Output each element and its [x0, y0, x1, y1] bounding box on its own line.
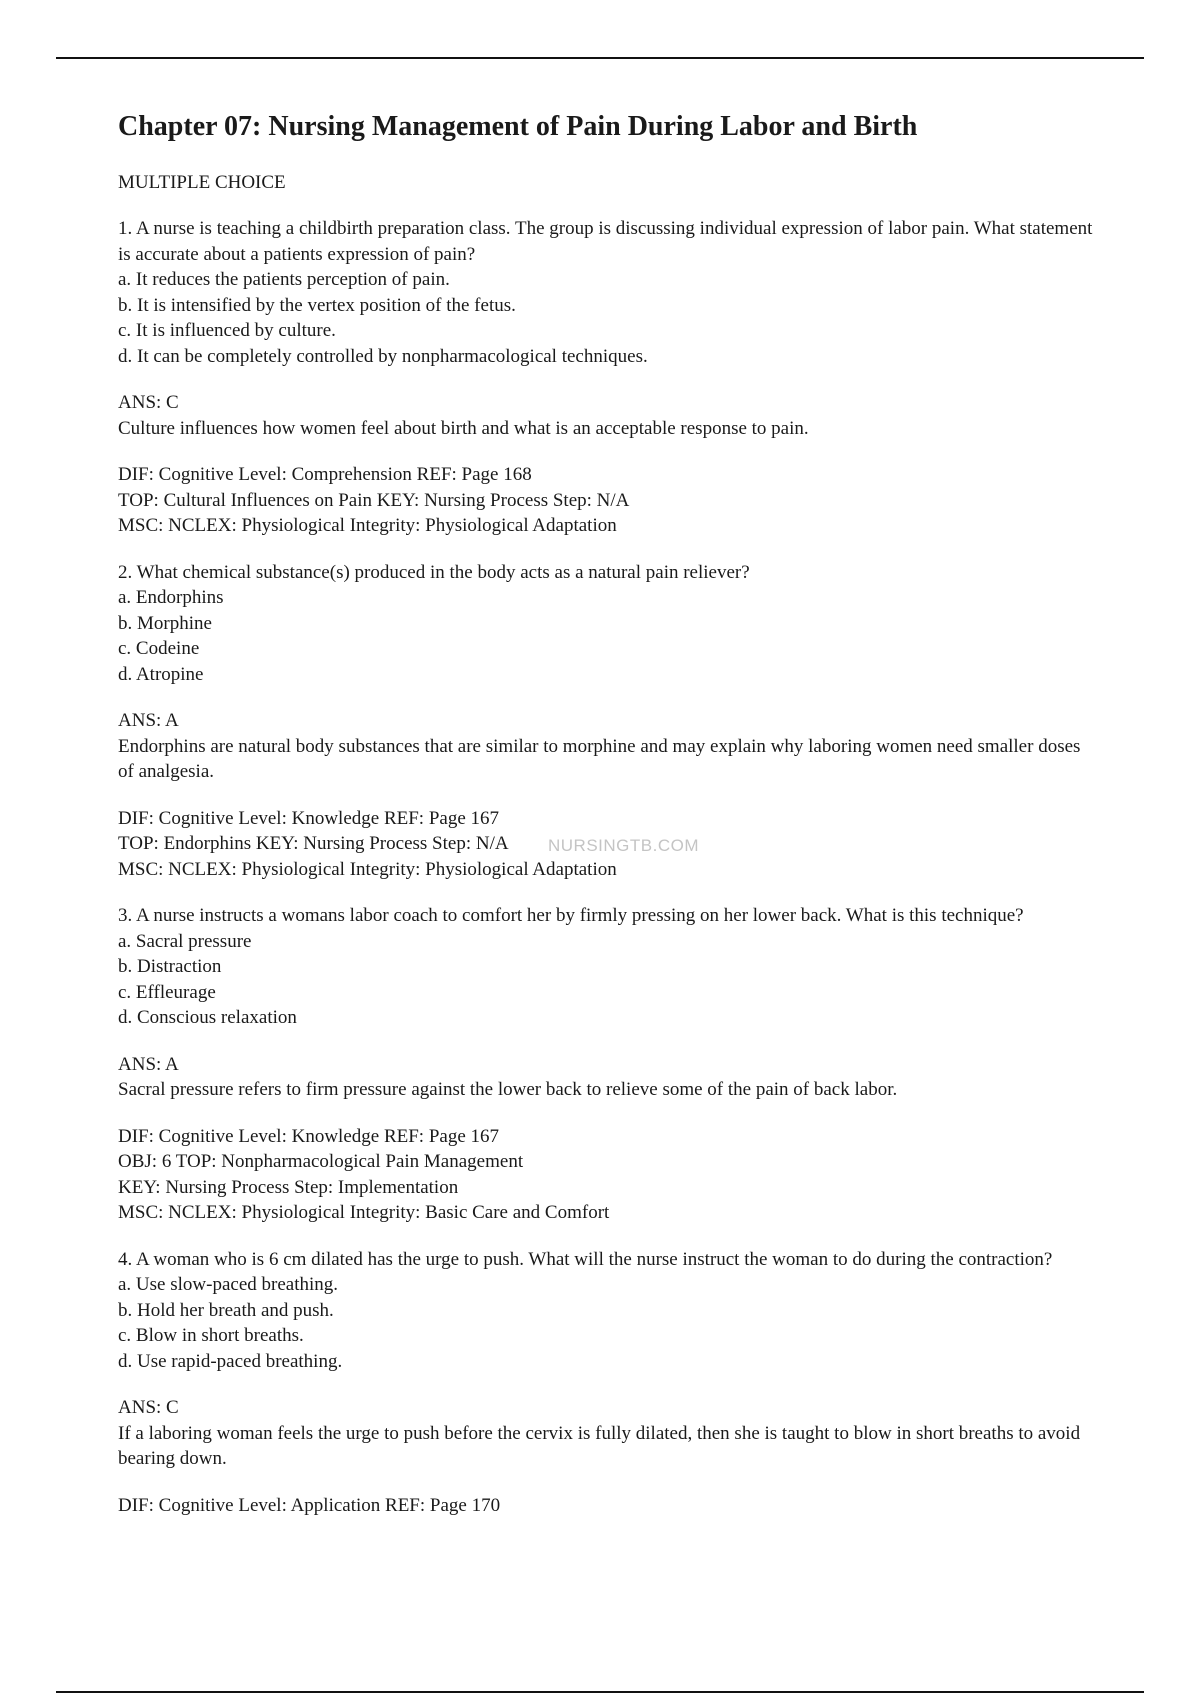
- metadata-line: TOP: Cultural Influences on Pain KEY: Nursing Process Step: N/A: [118, 489, 630, 511]
- metadata-line: DIF: Cognitive Level: Application REF: Page 170: [118, 1494, 501, 1516]
- top-rule: [56, 57, 1144, 59]
- question-stem: 4. A woman who is 6 cm dilated has the urge to push. What will the nurse instruct the woman to do during the contraction?: [118, 1248, 1053, 1270]
- metadata-block: [118, 462, 1098, 539]
- metadata-line: MSC: NCLEX: Physiological Integrity: Physiological Adaptation: [118, 515, 617, 537]
- metadata-line: KEY: Nursing Process Step: Implementation: [118, 1176, 459, 1198]
- metadata-line: MSC: NCLEX: Physiological Integrity: Physiological Adaptation: [118, 858, 617, 880]
- metadata-block: [118, 1493, 1098, 1519]
- chapter-title: Chapter 07: Nursing Management of Pain During Labor and Birth: [118, 111, 918, 142]
- metadata-line: OBJ: 6 TOP: Nonpharmacological Pain Management: [118, 1151, 524, 1173]
- answer-option-c: c. Effleurage: [118, 981, 216, 1003]
- answer-key: ANS: C: [118, 1397, 179, 1419]
- answer-option-d: d. Conscious relaxation: [118, 1007, 297, 1029]
- answer-key: ANS: C: [118, 392, 179, 414]
- answer-option-a: a. Endorphins: [118, 587, 224, 609]
- answer-block: [118, 390, 1098, 441]
- answer-block: [118, 1395, 1098, 1472]
- answer-key: ANS: A: [118, 1053, 179, 1075]
- answer-option-d: d. It can be completely controlled by nonpharmacological techniques.: [118, 345, 648, 367]
- question-stem: 1. A nurse is teaching a childbirth preparation class. The group is discussing individual expression of labor pain. What statement is accurate about a patients expression of pain?: [118, 218, 1093, 265]
- answer-option-d: d. Use rapid-paced breathing.: [118, 1350, 343, 1372]
- answer-option-b: b. Distraction: [118, 956, 222, 978]
- metadata-line: DIF: Cognitive Level: Knowledge REF: Page 167: [118, 1125, 500, 1147]
- metadata-line: MSC: NCLEX: Physiological Integrity: Basic Care and Comfort: [118, 1202, 610, 1224]
- rationale: Sacral pressure refers to firm pressure against the lower back to relieve some of the pain of back labor.: [118, 1079, 898, 1101]
- question-2: [118, 560, 1098, 883]
- bottom-rule: [56, 1691, 1144, 1693]
- answer-option-a: a. Use slow-paced breathing.: [118, 1274, 339, 1296]
- answer-option-a: a. Sacral pressure: [118, 930, 252, 952]
- question-stem: 3. A nurse instructs a womans labor coach to comfort her by firmly pressing on her lower back. What is this technique?: [118, 905, 1024, 927]
- answer-option-d: d. Atropine: [118, 663, 204, 685]
- answer-option-a: a. It reduces the patients perception of pain.: [118, 269, 450, 291]
- rationale: Endorphins are natural body substances that are similar to morphine and may explain why laboring women need smaller doses of analgesia.: [118, 735, 1081, 783]
- metadata-line: TOP: Endorphins KEY: Nursing Process Step: N/A: [118, 833, 509, 855]
- metadata-line: DIF: Cognitive Level: Comprehension REF: Page 168: [118, 464, 532, 486]
- metadata-block: [118, 1124, 1098, 1226]
- watermark: NURSINGTB.COM: [548, 836, 699, 855]
- rationale: If a laboring woman feels the urge to push before the cervix is fully dilated, then she is taught to blow in short breaths to avoid bearing down.: [118, 1422, 1081, 1470]
- answer-option-b: b. Morphine: [118, 612, 212, 634]
- metadata-line: DIF: Cognitive Level: Knowledge REF: Page 167: [118, 807, 500, 829]
- section-label: MULTIPLE CHOICE: [118, 171, 286, 193]
- question-3: [118, 903, 1098, 1226]
- question-4: [118, 1247, 1098, 1519]
- answer-key: ANS: A: [118, 710, 179, 732]
- document-page: [118, 110, 1098, 1518]
- rationale: Culture influences how women feel about birth and what is an acceptable response to pain.: [118, 417, 809, 439]
- answer-block: [118, 1052, 1098, 1103]
- answer-option-b: b. It is intensified by the vertex position of the fetus.: [118, 294, 516, 316]
- answer-option-c: c. Blow in short breaths.: [118, 1325, 304, 1347]
- question-stem: 2. What chemical substance(s) produced in the body acts as a natural pain reliever?: [118, 561, 750, 583]
- answer-option-c: c. It is influenced by culture.: [118, 320, 336, 342]
- answer-option-c: c. Codeine: [118, 638, 200, 660]
- question-1: [118, 216, 1098, 539]
- answer-option-b: b. Hold her breath and push.: [118, 1299, 334, 1321]
- answer-block: [118, 708, 1098, 785]
